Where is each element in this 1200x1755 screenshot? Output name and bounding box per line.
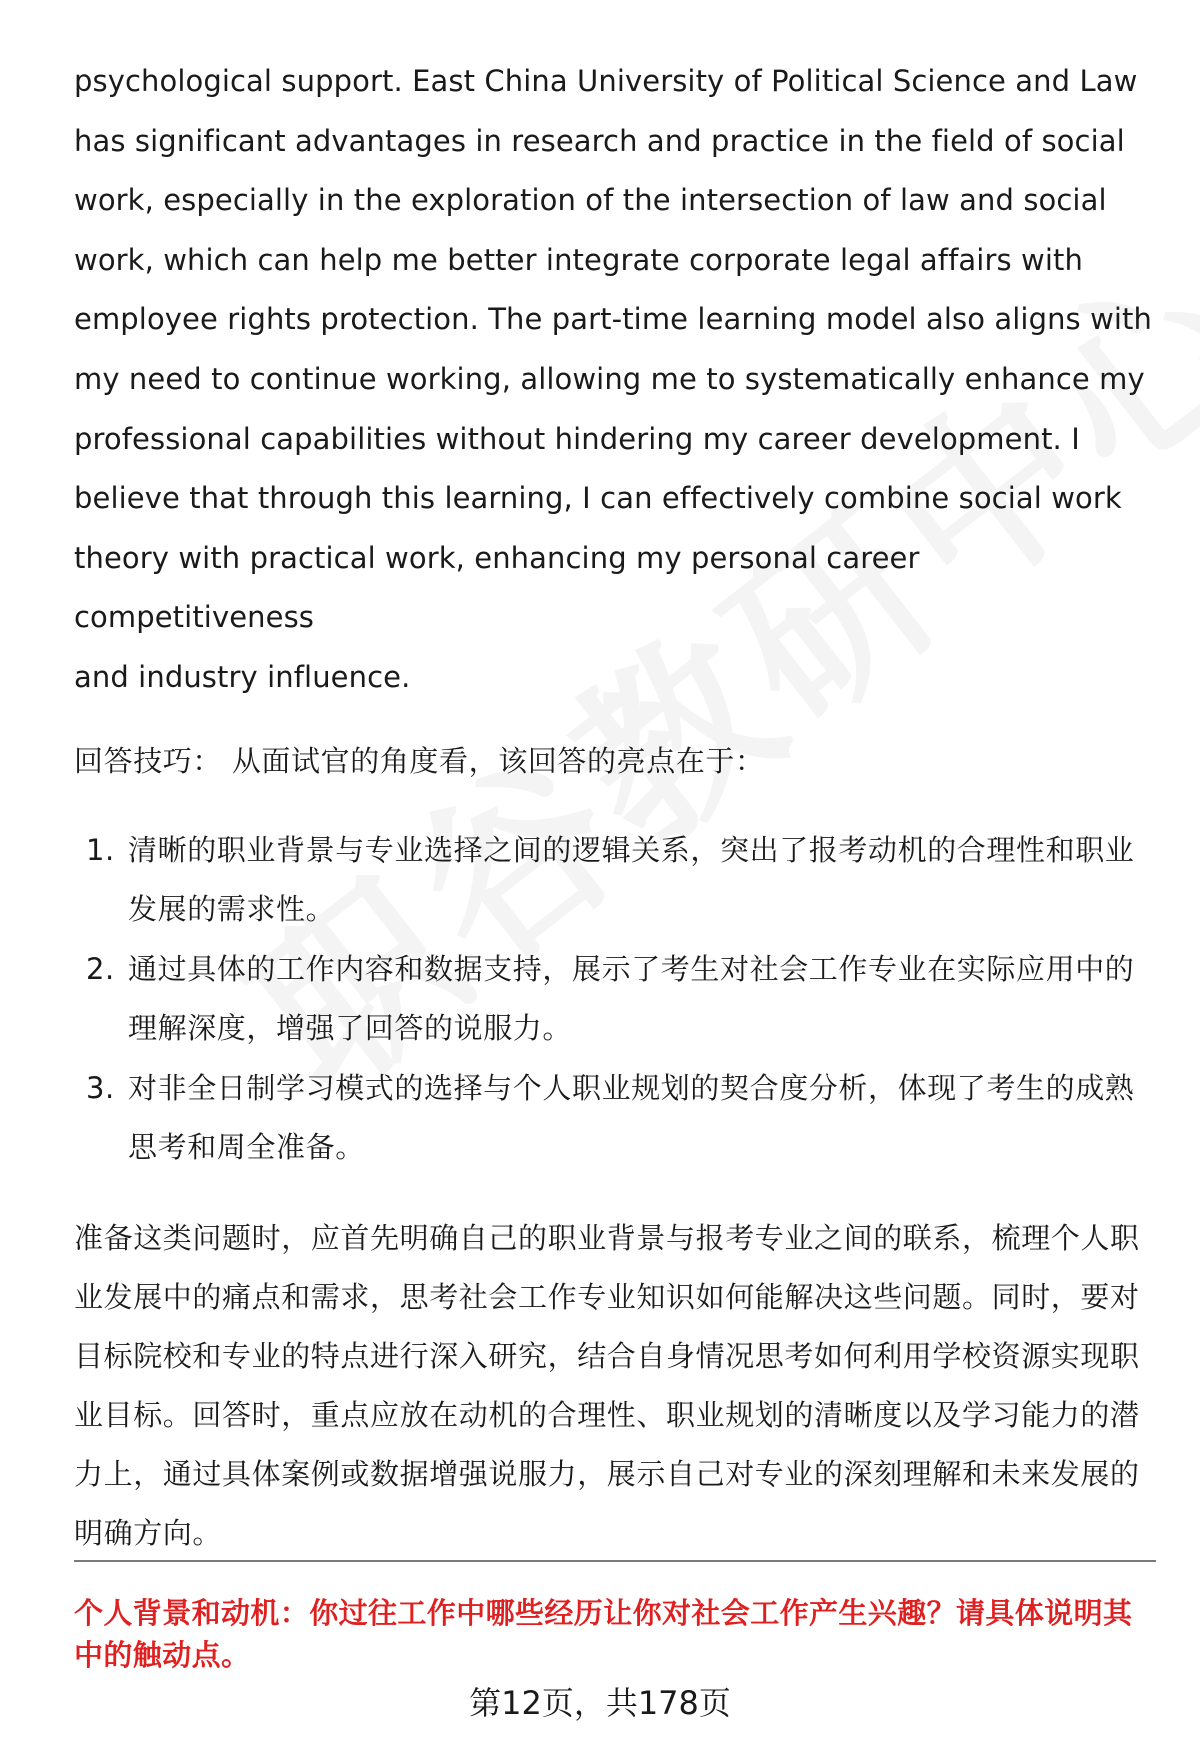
english-line: employee rights protection. The part-time learning model also aligns with: [74, 302, 1153, 337]
list-text: 通过具体的工作内容和数据支持，展示了考生对社会工作专业在实际应用中的理解深度，增强了回答的说服力。: [128, 951, 1135, 1045]
document-page: [74, 52, 1154, 1563]
page-number: 第12页，共178页: [469, 1684, 731, 1722]
tips-heading: 回答技巧： 从面试官的角度看，该回答的亮点在于：: [74, 743, 765, 778]
english-line: theory with practical work, enhancing my personal career competitiveness: [74, 540, 920, 635]
highlights-list: [74, 821, 1154, 1177]
list-number: 2.: [86, 951, 115, 986]
english-answer: [74, 52, 1154, 708]
list-item: [74, 1059, 1154, 1177]
english-line: professional capabilities without hindering my career development. I: [74, 421, 1080, 456]
english-line: believe that through this learning, I can effectively combine social work: [74, 481, 1122, 516]
list-item: [74, 940, 1154, 1058]
english-line: work, especially in the exploration of the intersection of law and social: [74, 183, 1107, 218]
preparation-advice: 准备这类问题时，应首先明确自己的职业背景与报考专业之间的联系，梳理个人职业发展中的痛点和需求，思考社会工作专业知识如何能解决这些问题。同时，要对目标院校和专业的特点进行深入研究，结合自身情况思考如何利用学校资源实现职业目标。回答时，重点应放在动机的合理性、职业规划的清晰度以及学习能力的潜力上，通过具体案例或数据增强说服力，展示自己对专业的深刻理解和未来发展的明确方向。: [74, 1220, 1140, 1550]
english-line: work, which can help me better integrate corporate legal affairs with: [74, 242, 1083, 277]
next-question-heading: 个人背景和动机：你过往工作中哪些经历让你对社会工作产生兴趣？请具体说明其中的触动点。: [74, 1596, 1133, 1672]
list-text: 清晰的职业背景与专业选择之间的逻辑关系，突出了报考动机的合理性和职业发展的需求性。: [128, 832, 1135, 926]
english-line: psychological support. East China University of Political Science and Law: [74, 64, 1138, 98]
list-number: 3.: [86, 1070, 115, 1105]
list-item: [74, 821, 1154, 939]
list-text: 对非全日制学习模式的选择与个人职业规划的契合度分析，体现了考生的成熟思考和周全准备。: [128, 1070, 1135, 1164]
list-number: 1.: [86, 832, 115, 867]
english-line: has significant advantages in research and practice in the field of social: [74, 123, 1125, 158]
english-line: and industry influence.: [74, 659, 411, 694]
section-divider: [74, 1560, 1156, 1562]
english-line: my need to continue working, allowing me to systematically enhance my: [74, 361, 1145, 396]
